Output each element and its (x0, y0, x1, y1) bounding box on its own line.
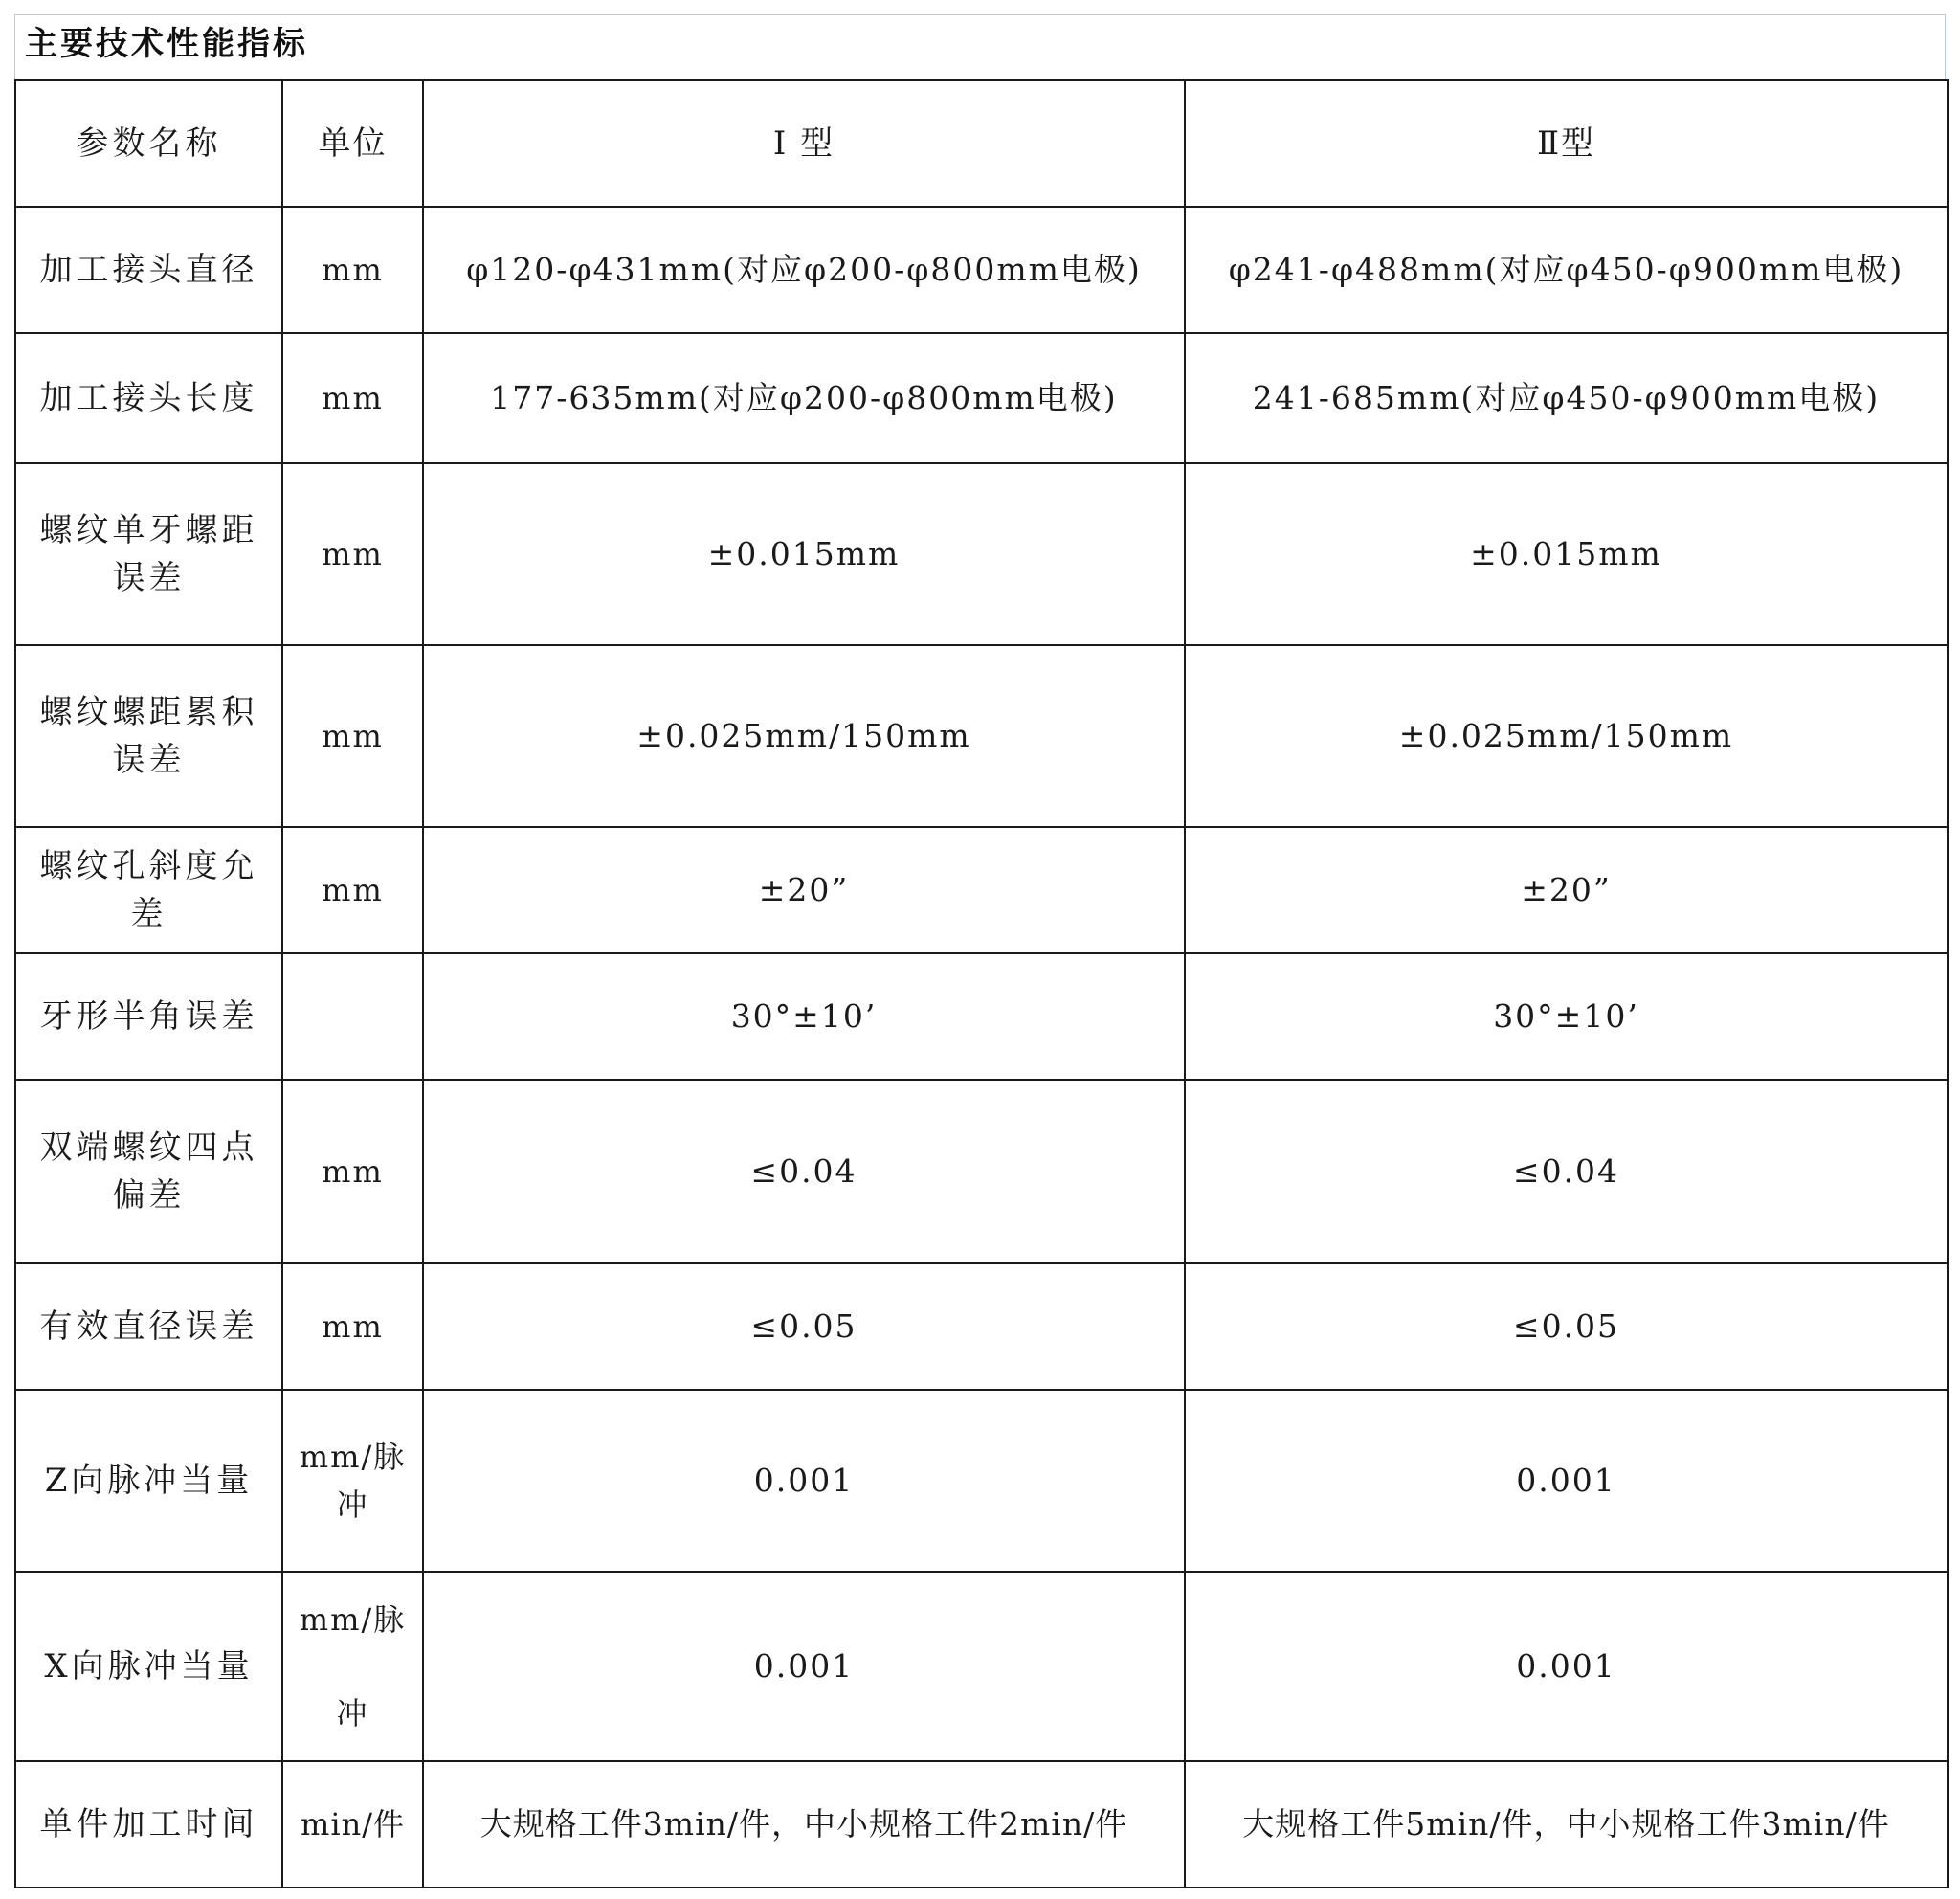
type-1-value-cell: ±0.025mm/150mm (423, 645, 1185, 827)
type-2-value-cell: ±0.025mm/150mm (1185, 645, 1948, 827)
type-1-value-cell: 30°±10’ (423, 953, 1185, 1080)
spec-table (14, 79, 1949, 1888)
unit-cell (282, 1390, 423, 1572)
unit-cell (282, 207, 423, 333)
type-1-value-cell: 大规格工件3min/件，中小规格工件2min/件 (423, 1761, 1185, 1888)
column-header-unit: 单位 (282, 80, 423, 207)
section-header (14, 14, 1946, 79)
table-row (15, 333, 1948, 463)
type-2-value-cell: ≤0.05 (1185, 1263, 1948, 1390)
type-2-value-cell: 大规格工件5min/件，中小规格工件3min/件 (1185, 1761, 1948, 1888)
param-name-cell: 螺纹螺距累积误差 (15, 645, 282, 827)
param-name-cell: 单件加工时间 (15, 1761, 282, 1888)
type-2-value-cell: 241-685mm(对应φ450-φ900mm电极) (1185, 333, 1948, 463)
type-2-value-cell: ≤0.04 (1185, 1080, 1948, 1263)
unit-cell (282, 1080, 423, 1263)
unit-cell (282, 1263, 423, 1390)
unit-text: mm/脉冲 (299, 1439, 407, 1523)
unit-cell (282, 827, 423, 953)
table-row (15, 1080, 1948, 1263)
type-2-value-cell: ±20” (1185, 827, 1948, 953)
param-name-cell: 螺纹孔斜度允差 (15, 827, 282, 953)
type-1-value-cell: ±0.015mm (423, 463, 1185, 645)
type-1-value-cell: 177-635mm(对应φ200-φ800mm电极) (423, 333, 1185, 463)
table-header-row (15, 80, 1948, 207)
unit-cell (282, 463, 423, 645)
unit-text: mm (322, 536, 384, 572)
unit-text: mm (322, 252, 384, 288)
column-header-type-2: Ⅱ型 (1185, 80, 1948, 207)
param-name-cell: 有效直径误差 (15, 1263, 282, 1390)
column-header-param-name: 参数名称 (15, 80, 282, 207)
unit-cell (282, 1572, 423, 1761)
table-row (15, 827, 1948, 953)
type-1-value-cell: ±20” (423, 827, 1185, 953)
param-name-cell: Z向脉冲当量 (15, 1390, 282, 1572)
param-name-cell: 螺纹单牙螺距误差 (15, 463, 282, 645)
table-row (15, 1761, 1948, 1888)
table-row (15, 207, 1948, 333)
unit-cell (282, 1761, 423, 1888)
type-2-value-cell: φ241-φ488mm(对应φ450-φ900mm电极) (1185, 207, 1948, 333)
type-1-value-cell: ≤0.05 (423, 1263, 1185, 1390)
type-2-value-cell: 0.001 (1185, 1572, 1948, 1761)
param-name-cell: 牙形半角误差 (15, 953, 282, 1080)
type-2-value-cell: 0.001 (1185, 1390, 1948, 1572)
unit-cell (282, 333, 423, 463)
type-2-value-cell: ±0.015mm (1185, 463, 1948, 645)
column-header-type-1: Ⅰ 型 (423, 80, 1185, 207)
unit-text: mm/脉冲 (299, 1601, 407, 1731)
table-row (15, 645, 1948, 827)
param-name-cell: 加工接头长度 (15, 333, 282, 463)
unit-cell (282, 953, 423, 1080)
unit-text: min/件 (301, 1806, 405, 1843)
unit-text: mm (322, 718, 384, 754)
table-row (15, 953, 1948, 1080)
type-1-value-cell: ≤0.04 (423, 1080, 1185, 1263)
param-name-cell: X向脉冲当量 (15, 1572, 282, 1761)
table-row (15, 1572, 1948, 1761)
type-1-value-cell: 0.001 (423, 1390, 1185, 1572)
unit-text: mm (322, 872, 384, 908)
type-2-value-cell: 30°±10’ (1185, 953, 1948, 1080)
table-row (15, 463, 1948, 645)
type-1-value-cell: φ120-φ431mm(对应φ200-φ800mm电极) (423, 207, 1185, 333)
unit-text: mm (322, 380, 384, 416)
table-row (15, 1390, 1948, 1572)
table-row (15, 1263, 1948, 1390)
param-name-cell: 加工接头直径 (15, 207, 282, 333)
type-1-value-cell: 0.001 (423, 1572, 1185, 1761)
unit-cell (282, 645, 423, 827)
unit-text: mm (322, 1153, 384, 1190)
param-name-cell: 双端螺纹四点偏差 (15, 1080, 282, 1263)
unit-text: mm (322, 1308, 384, 1345)
section-title: 主要技术性能指标 (25, 25, 308, 63)
